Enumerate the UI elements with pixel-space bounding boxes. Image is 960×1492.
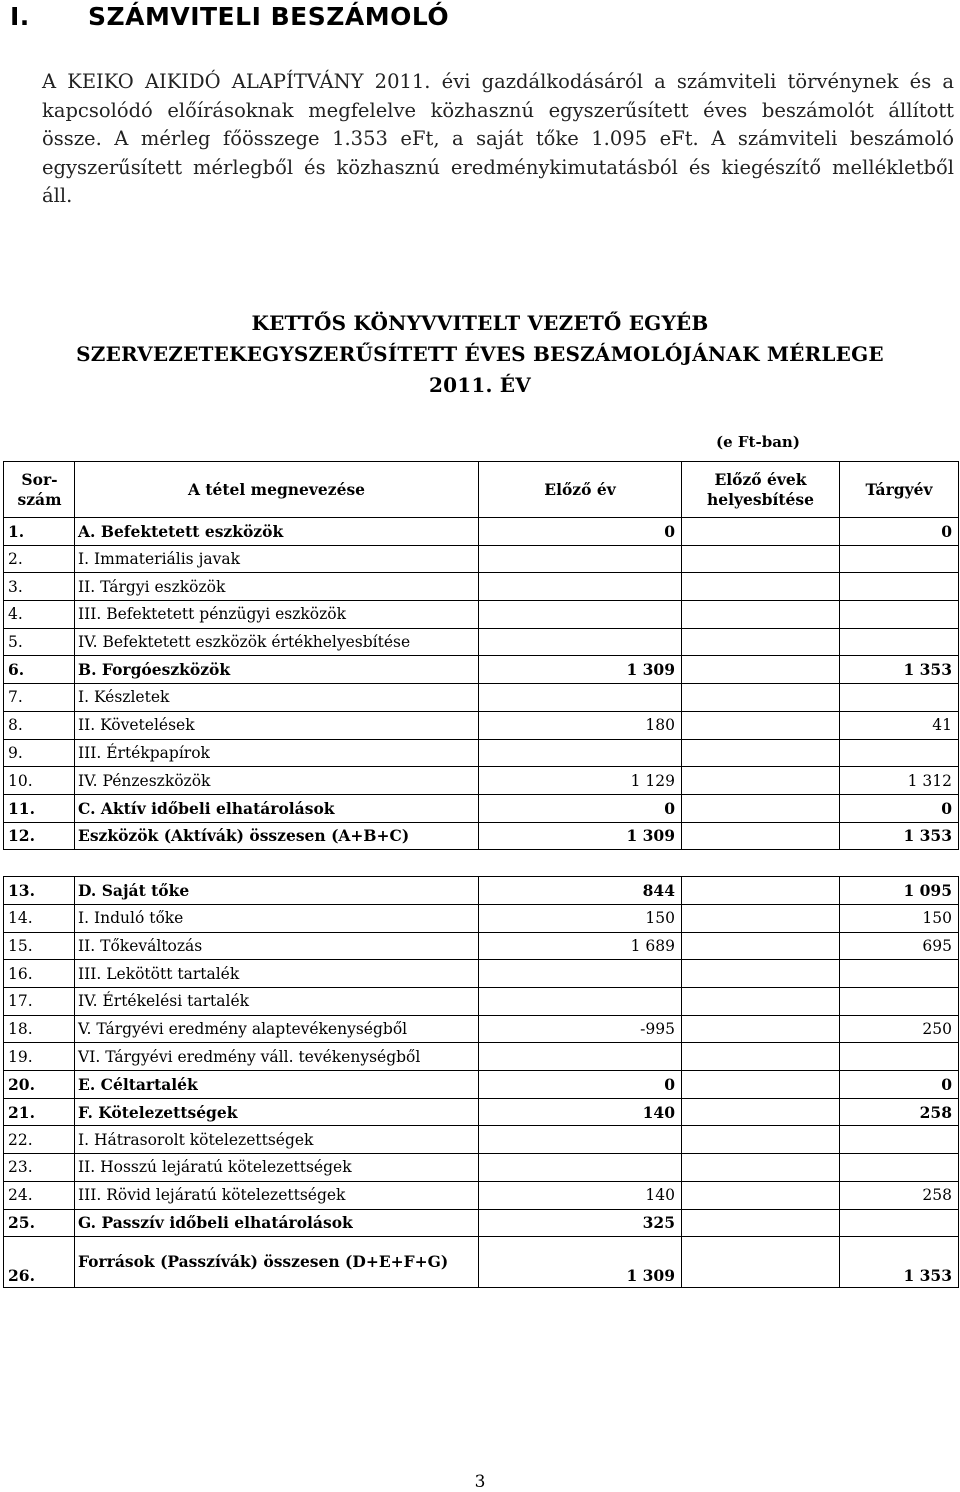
adjustment-value: [682, 711, 840, 739]
row-number: 2.: [4, 545, 75, 573]
table-row: [4, 601, 959, 629]
row-label: [75, 1126, 479, 1154]
row-label: [75, 904, 479, 932]
table-row: [4, 877, 959, 905]
row-label: [75, 1154, 479, 1182]
current-year-value: 1 312: [840, 767, 959, 795]
header-previous-year: Előző év: [479, 462, 682, 518]
table-row: [4, 518, 959, 546]
table-row: [4, 684, 959, 712]
previous-year-value: [479, 1154, 682, 1182]
row-code: II.: [78, 577, 96, 596]
previous-year-value: 844: [479, 877, 682, 905]
current-year-value: 41: [840, 711, 959, 739]
previous-year-value: [479, 739, 682, 767]
row-name: Tőkeváltozás: [100, 936, 203, 955]
row-label: [75, 1209, 479, 1237]
previous-year-value: 1 309: [479, 656, 682, 684]
previous-year-value: 325: [479, 1209, 682, 1237]
page-number: 3: [474, 1472, 486, 1492]
row-label: [75, 711, 479, 739]
table-row: [4, 988, 959, 1016]
row-number: 26.: [4, 1237, 75, 1288]
row-name: Hátrasorolt kötelezettségek: [94, 1130, 314, 1149]
row-number: 16.: [4, 960, 75, 988]
row-label: [75, 739, 479, 767]
previous-year-value: -995: [479, 1015, 682, 1043]
adjustment-value: [682, 545, 840, 573]
adjustment-value: [682, 601, 840, 629]
current-year-value: 1 353: [840, 822, 959, 850]
previous-year-value: [479, 684, 682, 712]
row-label: [75, 684, 479, 712]
previous-year-value: 140: [479, 1098, 682, 1126]
previous-year-value: 1 689: [479, 932, 682, 960]
current-year-value: [840, 545, 959, 573]
table-row: [4, 1071, 959, 1099]
current-year-value: [840, 1126, 959, 1154]
row-label: [75, 822, 479, 850]
row-code: G.: [78, 1213, 97, 1233]
row-number: 11.: [4, 794, 75, 822]
current-year-value: 0: [840, 794, 959, 822]
adjustment-value: [682, 656, 840, 684]
row-name: Eszközök (Aktívák) összesen (A+B+C): [78, 826, 410, 846]
unit-label: (e Ft-ban): [716, 433, 800, 451]
current-year-value: 258: [840, 1098, 959, 1126]
table-row: [4, 1154, 959, 1182]
title-line-3: 2011. ÉV: [429, 373, 531, 397]
adjustment-value: [682, 739, 840, 767]
adjustment-value: [682, 960, 840, 988]
table-row: [4, 1181, 959, 1209]
row-number: 9.: [4, 739, 75, 767]
current-year-value: [840, 601, 959, 629]
table-row: [4, 628, 959, 656]
row-number: 8.: [4, 711, 75, 739]
section-heading: [10, 2, 449, 31]
adjustment-value: [682, 1181, 840, 1209]
row-code: I.: [78, 550, 90, 569]
table-header-row: [4, 462, 959, 518]
row-label: [75, 988, 479, 1016]
row-code: II.: [78, 936, 96, 955]
row-name: Induló tőke: [94, 909, 184, 928]
adjustment-value: [682, 904, 840, 932]
row-code: D.: [78, 881, 97, 901]
row-code: III.: [78, 743, 102, 762]
adjustment-value: [682, 628, 840, 656]
table-row: [4, 711, 959, 739]
row-label: [75, 877, 479, 905]
previous-year-value: [479, 1043, 682, 1071]
previous-year-value: [479, 1126, 682, 1154]
row-code: II.: [78, 716, 96, 735]
row-number: 12.: [4, 822, 75, 850]
row-name: Tárgyévi eredmény alaptevékenységből: [96, 1020, 408, 1039]
row-name: Céltartalék: [100, 1074, 198, 1094]
title-line-1: KETTŐS KÖNYVVITELT VEZETŐ EGYÉB: [251, 311, 709, 335]
row-code: V.: [78, 1020, 92, 1039]
row-name: Értékpapírok: [106, 743, 210, 762]
adjustment-value: [682, 877, 840, 905]
current-year-value: [840, 1209, 959, 1237]
adjustment-value: [682, 1126, 840, 1154]
row-number: 21.: [4, 1098, 75, 1126]
row-number: 7.: [4, 684, 75, 712]
table-row: [4, 1209, 959, 1237]
header-item-name: A tétel megnevezése: [75, 462, 479, 518]
current-year-value: 258: [840, 1181, 959, 1209]
row-label: [75, 1181, 479, 1209]
table-row: [4, 545, 959, 573]
current-year-value: [840, 739, 959, 767]
row-label: [75, 628, 479, 656]
row-code: III.: [78, 605, 102, 624]
row-number: 22.: [4, 1126, 75, 1154]
row-number: 25.: [4, 1209, 75, 1237]
row-label: [75, 960, 479, 988]
row-label: [75, 656, 479, 684]
row-name: Befektetett pénzügyi eszközök: [106, 605, 346, 624]
row-name: Lekötött tartalék: [106, 964, 240, 983]
spacer-cell: [4, 850, 959, 877]
row-name: Kötelezettségek: [98, 1102, 238, 1122]
current-year-value: 250: [840, 1015, 959, 1043]
balance-sheet-table: [3, 461, 959, 1288]
current-year-value: 1 353: [840, 1237, 959, 1288]
section-number: I.: [10, 2, 30, 31]
row-name: Forgóeszközök: [101, 660, 231, 680]
previous-year-value: [479, 628, 682, 656]
row-name: Passzív időbeli elhatárolások: [101, 1213, 353, 1233]
row-number: 15.: [4, 932, 75, 960]
row-code: IV.: [78, 992, 98, 1011]
row-code: VI.: [78, 1047, 101, 1066]
table-row: [4, 794, 959, 822]
table-row: [4, 656, 959, 684]
current-year-value: 1 095: [840, 877, 959, 905]
row-label: [75, 1098, 479, 1126]
row-number: 10.: [4, 767, 75, 795]
current-year-value: [840, 628, 959, 656]
table-row: [4, 1237, 959, 1288]
previous-year-value: 0: [479, 1071, 682, 1099]
row-label: [75, 545, 479, 573]
adjustment-value: [682, 1043, 840, 1071]
current-year-value: 0: [840, 1071, 959, 1099]
adjustment-value: [682, 794, 840, 822]
row-label: [75, 518, 479, 546]
row-label: [75, 932, 479, 960]
title-line-2: SZERVEZETEKEGYSZERŰSÍTETT ÉVES BESZÁMOLÓJÁNAK MÉRLEGE: [76, 342, 884, 366]
row-name: Aktív időbeli elhatárolások: [100, 798, 335, 818]
row-code: F.: [78, 1102, 93, 1122]
row-name: Értékelési tartalék: [102, 992, 250, 1011]
previous-year-value: 1 309: [479, 1237, 682, 1288]
row-name: Készletek: [94, 688, 170, 707]
adjustment-value: [682, 1154, 840, 1182]
current-year-value: [840, 1154, 959, 1182]
current-year-value: [840, 684, 959, 712]
table-spacer-row: [4, 850, 959, 877]
row-number: 6.: [4, 656, 75, 684]
row-code: I.: [78, 1130, 90, 1149]
adjustment-value: [682, 1015, 840, 1043]
previous-year-value: 150: [479, 904, 682, 932]
current-year-value: 0: [840, 518, 959, 546]
row-number: 1.: [4, 518, 75, 546]
header-adjustment: Előző évek helyesbítése: [682, 462, 840, 518]
previous-year-value: 0: [479, 518, 682, 546]
row-number: 3.: [4, 573, 75, 601]
row-name: Tárgyi eszközök: [100, 577, 226, 596]
section-title: SZÁMVITELI BESZÁMOLÓ: [88, 2, 450, 31]
adjustment-value: [682, 822, 840, 850]
adjustment-value: [682, 1071, 840, 1099]
previous-year-value: 0: [479, 794, 682, 822]
row-code: IV.: [78, 771, 98, 790]
row-label: [75, 794, 479, 822]
row-name: Tárgyévi eredmény váll. tevékenységből: [105, 1047, 421, 1066]
adjustment-value: [682, 684, 840, 712]
balance-sheet-title: [0, 308, 960, 401]
row-code: IV.: [78, 633, 98, 652]
row-code: C.: [78, 798, 96, 818]
previous-year-value: 1 309: [479, 822, 682, 850]
adjustment-value: [682, 573, 840, 601]
row-name: Hosszú lejáratú kötelezettségek: [100, 1158, 352, 1177]
adjustment-value: [682, 1237, 840, 1288]
row-name: Immateriális javak: [94, 550, 241, 569]
row-number: 18.: [4, 1015, 75, 1043]
row-name: Követelések: [100, 716, 195, 735]
current-year-value: [840, 960, 959, 988]
row-code: III.: [78, 1186, 102, 1205]
row-label: [75, 573, 479, 601]
table-row: [4, 1098, 959, 1126]
adjustment-value: [682, 518, 840, 546]
current-year-value: [840, 1043, 959, 1071]
row-number: 17.: [4, 988, 75, 1016]
table-row: [4, 904, 959, 932]
adjustment-value: [682, 767, 840, 795]
previous-year-value: [479, 545, 682, 573]
row-code: I.: [78, 909, 90, 928]
previous-year-value: 140: [479, 1181, 682, 1209]
current-year-value: 150: [840, 904, 959, 932]
table-row: [4, 573, 959, 601]
table-row: [4, 960, 959, 988]
row-number: 14.: [4, 904, 75, 932]
adjustment-value: [682, 1209, 840, 1237]
row-code: I.: [78, 688, 90, 707]
row-label: [75, 1237, 479, 1288]
adjustment-value: [682, 932, 840, 960]
row-name: Rövid lejáratú kötelezettségek: [106, 1186, 346, 1205]
table-row: [4, 932, 959, 960]
previous-year-value: [479, 988, 682, 1016]
table-row: [4, 1043, 959, 1071]
row-label: [75, 1043, 479, 1071]
table-row: [4, 767, 959, 795]
row-code: II.: [78, 1158, 96, 1177]
adjustment-value: [682, 988, 840, 1016]
previous-year-value: [479, 601, 682, 629]
row-label: [75, 1015, 479, 1043]
current-year-value: [840, 988, 959, 1016]
previous-year-value: 180: [479, 711, 682, 739]
row-label: [75, 601, 479, 629]
row-number: 5.: [4, 628, 75, 656]
row-number: 24.: [4, 1181, 75, 1209]
table-row: [4, 739, 959, 767]
current-year-value: 1 353: [840, 656, 959, 684]
header-sorszam: Sor-szám: [4, 462, 75, 518]
header-current-year: Tárgyév: [840, 462, 959, 518]
row-name: Források (Passzívák) összesen (D+E+F+G): [78, 1252, 449, 1272]
row-label: [75, 1071, 479, 1099]
current-year-value: 695: [840, 932, 959, 960]
table-row: [4, 1015, 959, 1043]
adjustment-value: [682, 1098, 840, 1126]
previous-year-value: [479, 960, 682, 988]
intro-paragraph: A KEIKO AIKIDÓ ALAPÍTVÁNY 2011. évi gazdálkodásáról a számviteli törvénynek és a kapcsolódó előírásoknak megfelelve közhasznú egyszerűsített éves beszámolót állított össze. A mérleg főösszege 1.353 eFt, a saját tőke 1.095 eFt. A számviteli beszámoló egyszerűsített mérlegből és közhasznú eredménykimutatásból és kiegészítő mellékletből áll.: [42, 70, 954, 208]
table-row: [4, 822, 959, 850]
table-row: [4, 1126, 959, 1154]
row-number: 20.: [4, 1071, 75, 1099]
row-code: A.: [78, 521, 96, 541]
current-year-value: [840, 573, 959, 601]
row-code: E.: [78, 1074, 96, 1094]
row-name: Befektetett eszközök értékhelyesbítése: [102, 633, 411, 652]
row-code: B.: [78, 660, 97, 680]
row-code: III.: [78, 964, 102, 983]
row-name: Pénzeszközök: [102, 771, 211, 790]
row-number: 13.: [4, 877, 75, 905]
row-number: 23.: [4, 1154, 75, 1182]
previous-year-value: [479, 573, 682, 601]
row-label: [75, 767, 479, 795]
row-name: Befektetett eszközök: [100, 521, 284, 541]
row-number: 19.: [4, 1043, 75, 1071]
previous-year-value: 1 129: [479, 767, 682, 795]
row-name: Saját tőke: [101, 881, 190, 901]
row-number: 4.: [4, 601, 75, 629]
